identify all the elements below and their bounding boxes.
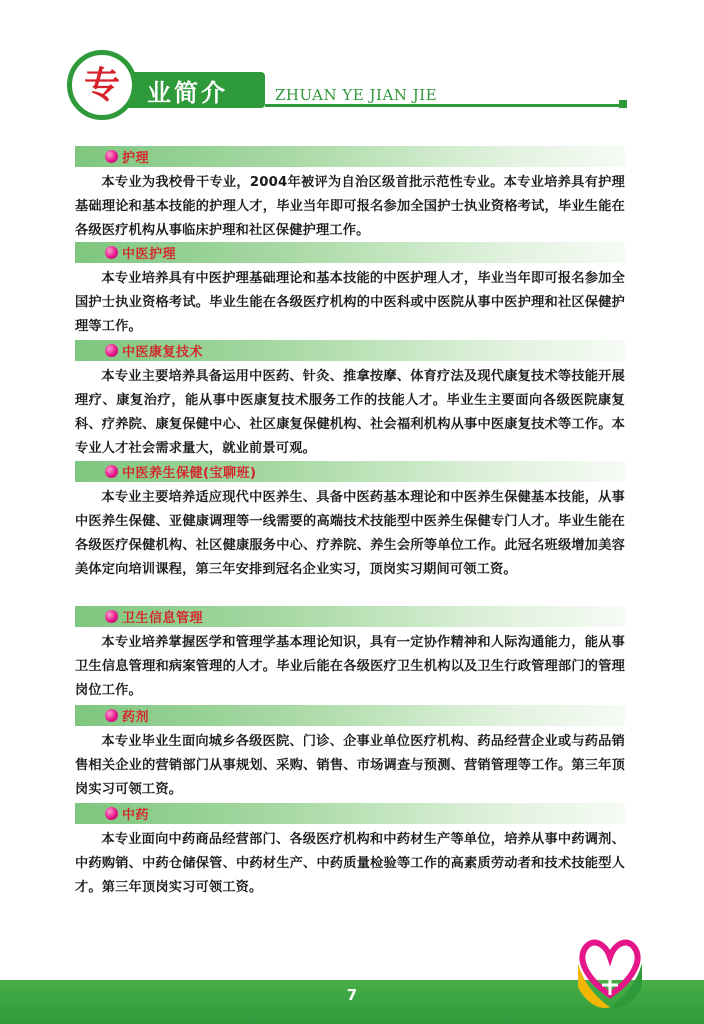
page-title-pinyin: ZHUAN YE JIAN JIE [275, 86, 438, 104]
section-heading [75, 340, 625, 361]
section-heading [75, 146, 625, 167]
school-logo-icon [570, 925, 650, 1020]
page-header [0, 0, 704, 130]
section-heading [75, 242, 625, 263]
section-body: 本专业毕业生面向城乡各级医院、门诊、企事业单位医疗机构、药品经营企业或与药品销售相关企业的营销部门从事规划、采购、销售、市场调查与预测、营销管理等工作。第三年顶岗实习可领工资。 [75, 734, 625, 797]
section-body: 本专业面向中药商品经营部门、各级医疗机构和中药材生产等单位，培养从事中药调剂、中药购销、中药仓储保管、中药材生产、中药质量检验等工作的高素质劳动者和技术技能型人才。第三年顶岗实习可领工资。 [75, 832, 625, 895]
bullet-icon [105, 807, 118, 820]
section-body: 本专业培养掌握医学和管理学基本理论知识，具有一定协作精神和人际沟通能力，能从事卫生信息管理和病案管理的人才。毕业后能在各级医疗卫生机构以及卫生行政管理部门的管理岗位工作。 [75, 635, 625, 698]
header-divider-end [619, 100, 627, 108]
section-title: 中医康复技术 [122, 345, 204, 360]
section-tcm-health [75, 461, 625, 582]
section-title: 卫生信息管理 [122, 611, 204, 626]
section-chinese-medicine [75, 803, 625, 900]
title-bar [125, 72, 265, 108]
section-body: 本专业主要培养具备运用中医药、针灸、推拿按摩、体育疗法及现代康复技术等技能开展理疗、康复治疗，能从事中医康复技术服务工作的技能人才。毕业生主要面向各级医院康复科、疗养院、康复保健中心、社区康复保健机构、社会福利机构从事中医康复技术等工作。本专业人才社会需求量大，就业前景可观。 [75, 369, 625, 456]
bullet-icon [105, 465, 118, 478]
bullet-icon [105, 709, 118, 722]
section-heading [75, 461, 625, 482]
section-title: 中药 [122, 808, 150, 823]
section-title: 药剂 [122, 710, 150, 725]
title-badge-char: 专 [83, 64, 120, 106]
bullet-icon [105, 610, 118, 623]
bullet-icon [105, 344, 118, 357]
page-title: 业简介 [147, 77, 228, 107]
section-tcm-nursing [75, 242, 625, 339]
bullet-icon [105, 150, 118, 163]
header-divider [265, 104, 619, 107]
section-heading [75, 705, 625, 726]
section-body: 本专业培养具有中医护理基础理论和基本技能的中医护理人才，毕业当年即可报名参加全国护士执业资格考试。毕业生能在各级医疗机构的中医科或中医院从事中医护理和社区保健护理等工作。 [75, 271, 625, 334]
section-title: 中医护理 [122, 247, 177, 262]
section-body: 本专业为我校骨干专业，2004年被评为自治区级首批示范性专业。本专业培养具有护理基础理论和基本技能的护理人才，毕业当年即可报名参加全国护士执业资格考试，毕业生能在各级医疗机构从事临床护理和社区保健护理工作。 [75, 175, 625, 238]
bullet-icon [105, 246, 118, 259]
section-body: 本专业主要培养适应现代中医养生、具备中医药基本理论和中医养生保健基本技能，从事中医养生保健、亚健康调理等一线需要的高端技术技能型中医养生保健专门人才。毕业生能在各级医疗保健机构、社区健康服务中心、疗养院、养生会所等单位工作。此冠名班级增加美容美体定向培训课程，第三年安排到冠名企业实习，顶岗实习期间可领工资。 [75, 490, 625, 577]
section-pharmacy [75, 705, 625, 802]
section-title: 护理 [122, 151, 150, 166]
section-tcm-rehab [75, 340, 625, 461]
section-health-info [75, 606, 625, 703]
section-heading [75, 803, 625, 824]
section-heading [75, 606, 625, 627]
section-nursing [75, 146, 625, 243]
title-badge [67, 50, 137, 120]
page-number: 7 [346, 986, 358, 1004]
section-title: 中医养生保健(宝聊班) [122, 466, 257, 481]
